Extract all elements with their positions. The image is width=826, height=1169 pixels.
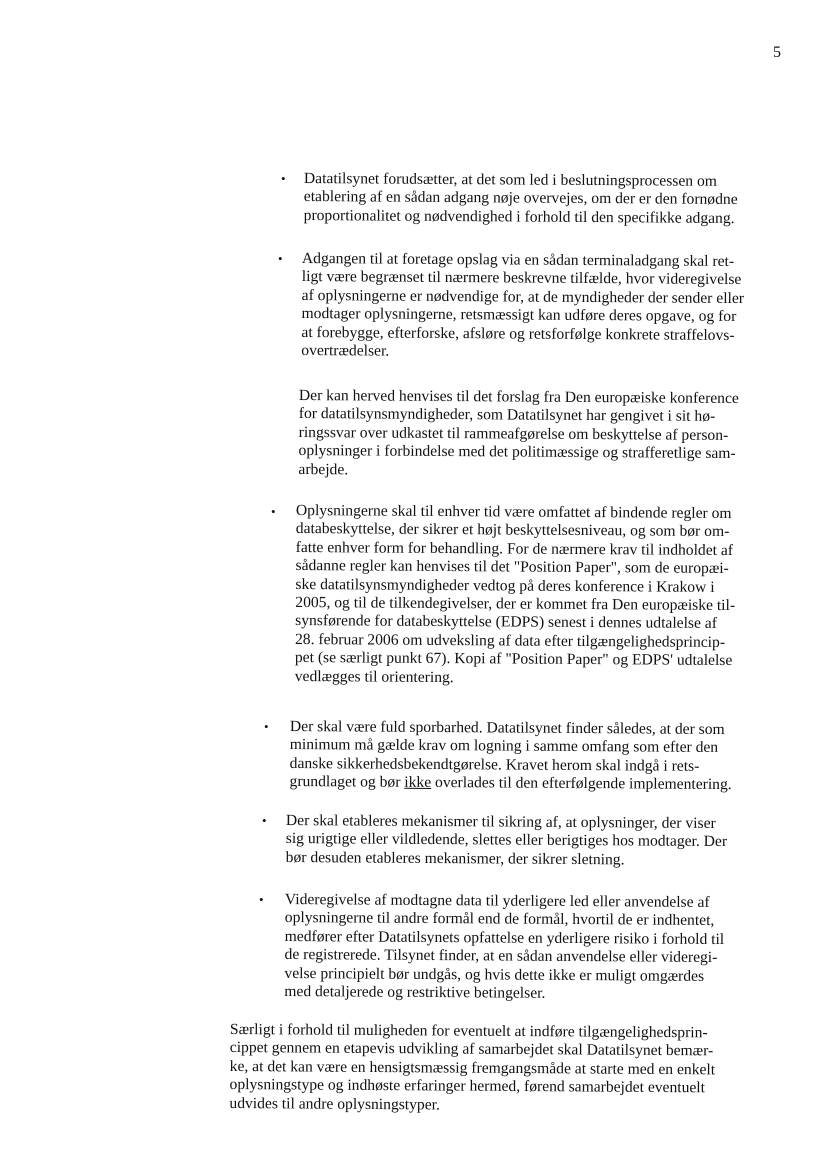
text-line: ringssvar over udkastet til rammeafgørelse om beskyttelse af person-: [298, 423, 729, 444]
text-line: overtrædelser.: [301, 342, 390, 360]
text-line: oplysninger i forbindelse med det politimæssige og strafferetlige sam-: [298, 442, 736, 463]
page-number: 5: [773, 44, 781, 61]
bullet-item-6: [284, 891, 724, 1005]
bullet-marker: •: [281, 171, 286, 186]
text-line: Datatilsynet forudsætter, at det som led i beslutningsprocessen om: [303, 170, 717, 190]
text-line: arbejde.: [298, 460, 349, 478]
text-line: modtager oplysningerne, retsmæssigt kan udføre deres opgave, og for: [301, 305, 737, 326]
text-line: 2005, og til de tilkendegivelser, der er kommet fra Den europæiske til-: [295, 594, 736, 615]
text-line: danske sikkerhedsbekendtgørelse. Kravet herom skal indgå i rets-: [289, 754, 700, 775]
text-segment: grundlaget og bør: [289, 773, 405, 792]
bullet-item-1: [304, 170, 738, 228]
text-line: Adgangen til at foretage opslag via en sådan terminaladgang skal ret-: [301, 250, 735, 271]
text-line: [289, 773, 731, 794]
text-line: medfører efter Datatilsynets opfattelse en yderligere risiko i forhold til: [284, 927, 725, 948]
emphasis-underline: ikke: [404, 774, 432, 792]
text-line: sådanne regler kan henvises til det "Position Paper", som de europæi-: [295, 557, 729, 578]
text-line: etablering af en sådan adgang nøje overvejes, om der er den fornødne: [303, 188, 738, 209]
bullet-item-2-continuation: [298, 387, 739, 482]
bullet-item-2: [301, 250, 744, 364]
text-line: at forebygge, efterforske, afsløre og retsforfølge konkrete straffelovs-: [301, 323, 735, 344]
text-line: Der skal være fuld sporbarhed. Datatilsynet finder således, at der som: [289, 718, 725, 739]
bullet-item-3: [295, 502, 736, 689]
text-line: velse principielt bør undgås, og hvis dette ikke er muligt omgærdes: [284, 964, 705, 985]
text-line: vedlægges til orientering.: [294, 667, 454, 686]
text-line: udvides til andre oplysningstyper.: [229, 1094, 440, 1114]
text-line: ke, at det kan være en hensigtsmæssig fremgangsmåde at starte med en enkelt: [229, 1057, 716, 1079]
text-line: synsførende for databeskyttelse (EDPS) senest i dennes udtalelse af: [295, 612, 717, 633]
text-line: Oplysningerne skal til enhver tid være omfattet af bindende regler om: [295, 502, 732, 523]
text-line: minimum må gælde krav om logning i samme omfang som efter den: [289, 736, 719, 757]
text-line: sig urigtige eller vildledende, slettes eller berigtiges hos modtager. Der: [285, 830, 728, 851]
text-line: databeskyttelse, der sikrer et højt beskyttelsesniveau, og som bør om-: [295, 520, 730, 541]
bullet-marker: •: [259, 892, 264, 907]
bullet-item-5: [286, 812, 728, 870]
text-line: Særligt i forhold til muligheden for eventuelt at indføre tilgængelighedsprin-: [229, 1021, 708, 1042]
bullet-item-4: [289, 718, 732, 795]
text-line: ligt være begrænset til nærmere beskrevne tilfælde, hvor videregivelse: [301, 268, 742, 289]
text-line: proportionalitet og nødvendighed i forhold til den specifikke adgang.: [303, 206, 735, 227]
text-line: 28. februar 2006 om udveksling af data efter tilgængelighedsprincip-: [294, 630, 726, 651]
text-line: cippet gennem en etapevis udvikling af samarbejdet skal Datatilsynet bemær-: [229, 1039, 714, 1060]
text-line: fatte enhver form for behandling. For de nærmere krav til indholdet af: [295, 538, 734, 559]
text-line: oplysningstype og indhøste erfaringer hermed, førend samarbejdet eventuelt: [229, 1076, 706, 1097]
bullet-marker: •: [278, 251, 283, 266]
text-segment: overlades til den efterfølgende implementering.: [431, 774, 732, 794]
text-line: bør desuden etableres mekanismer, der sikrer sletning.: [285, 848, 625, 869]
text-line: Der skal etableres mekanismer til sikring af, at oplysninger, der viser: [285, 812, 716, 833]
text-line: Videregivelse af modtagne data til yderligere led eller anvendelse af: [284, 891, 710, 911]
text-line: af oplysningerne er nødvendige for, at de myndigheder der sender eller: [301, 286, 745, 307]
text-line: oplysningerne til andre formål end de formål, hvortil de er indhentet,: [284, 909, 715, 930]
text-line: de registrerede. Tilsynet finder, at en sådan anvendelse eller videregi-: [284, 946, 718, 967]
text-line: med detaljerede og restriktive betingelser.: [284, 983, 546, 1002]
text-line: for datatilsynsmyndigheder, som Datatilsynet har gengivet i sit hø-: [298, 405, 716, 426]
text-line: ske datatilsynsmyndigheder vedtog på deres konference i Krakow i: [295, 575, 715, 596]
closing-paragraph: [229, 1021, 715, 1116]
text-line: pet (se særligt punkt 67). Kopi af "Position Paper" og EDPS' udtalelse: [294, 649, 733, 670]
text-line: Der kan herved henvises til det forslag fra Den europæiske konference: [298, 387, 739, 408]
bullet-marker: •: [264, 719, 269, 734]
bullet-marker: •: [271, 504, 276, 519]
bullet-marker: •: [262, 813, 267, 828]
